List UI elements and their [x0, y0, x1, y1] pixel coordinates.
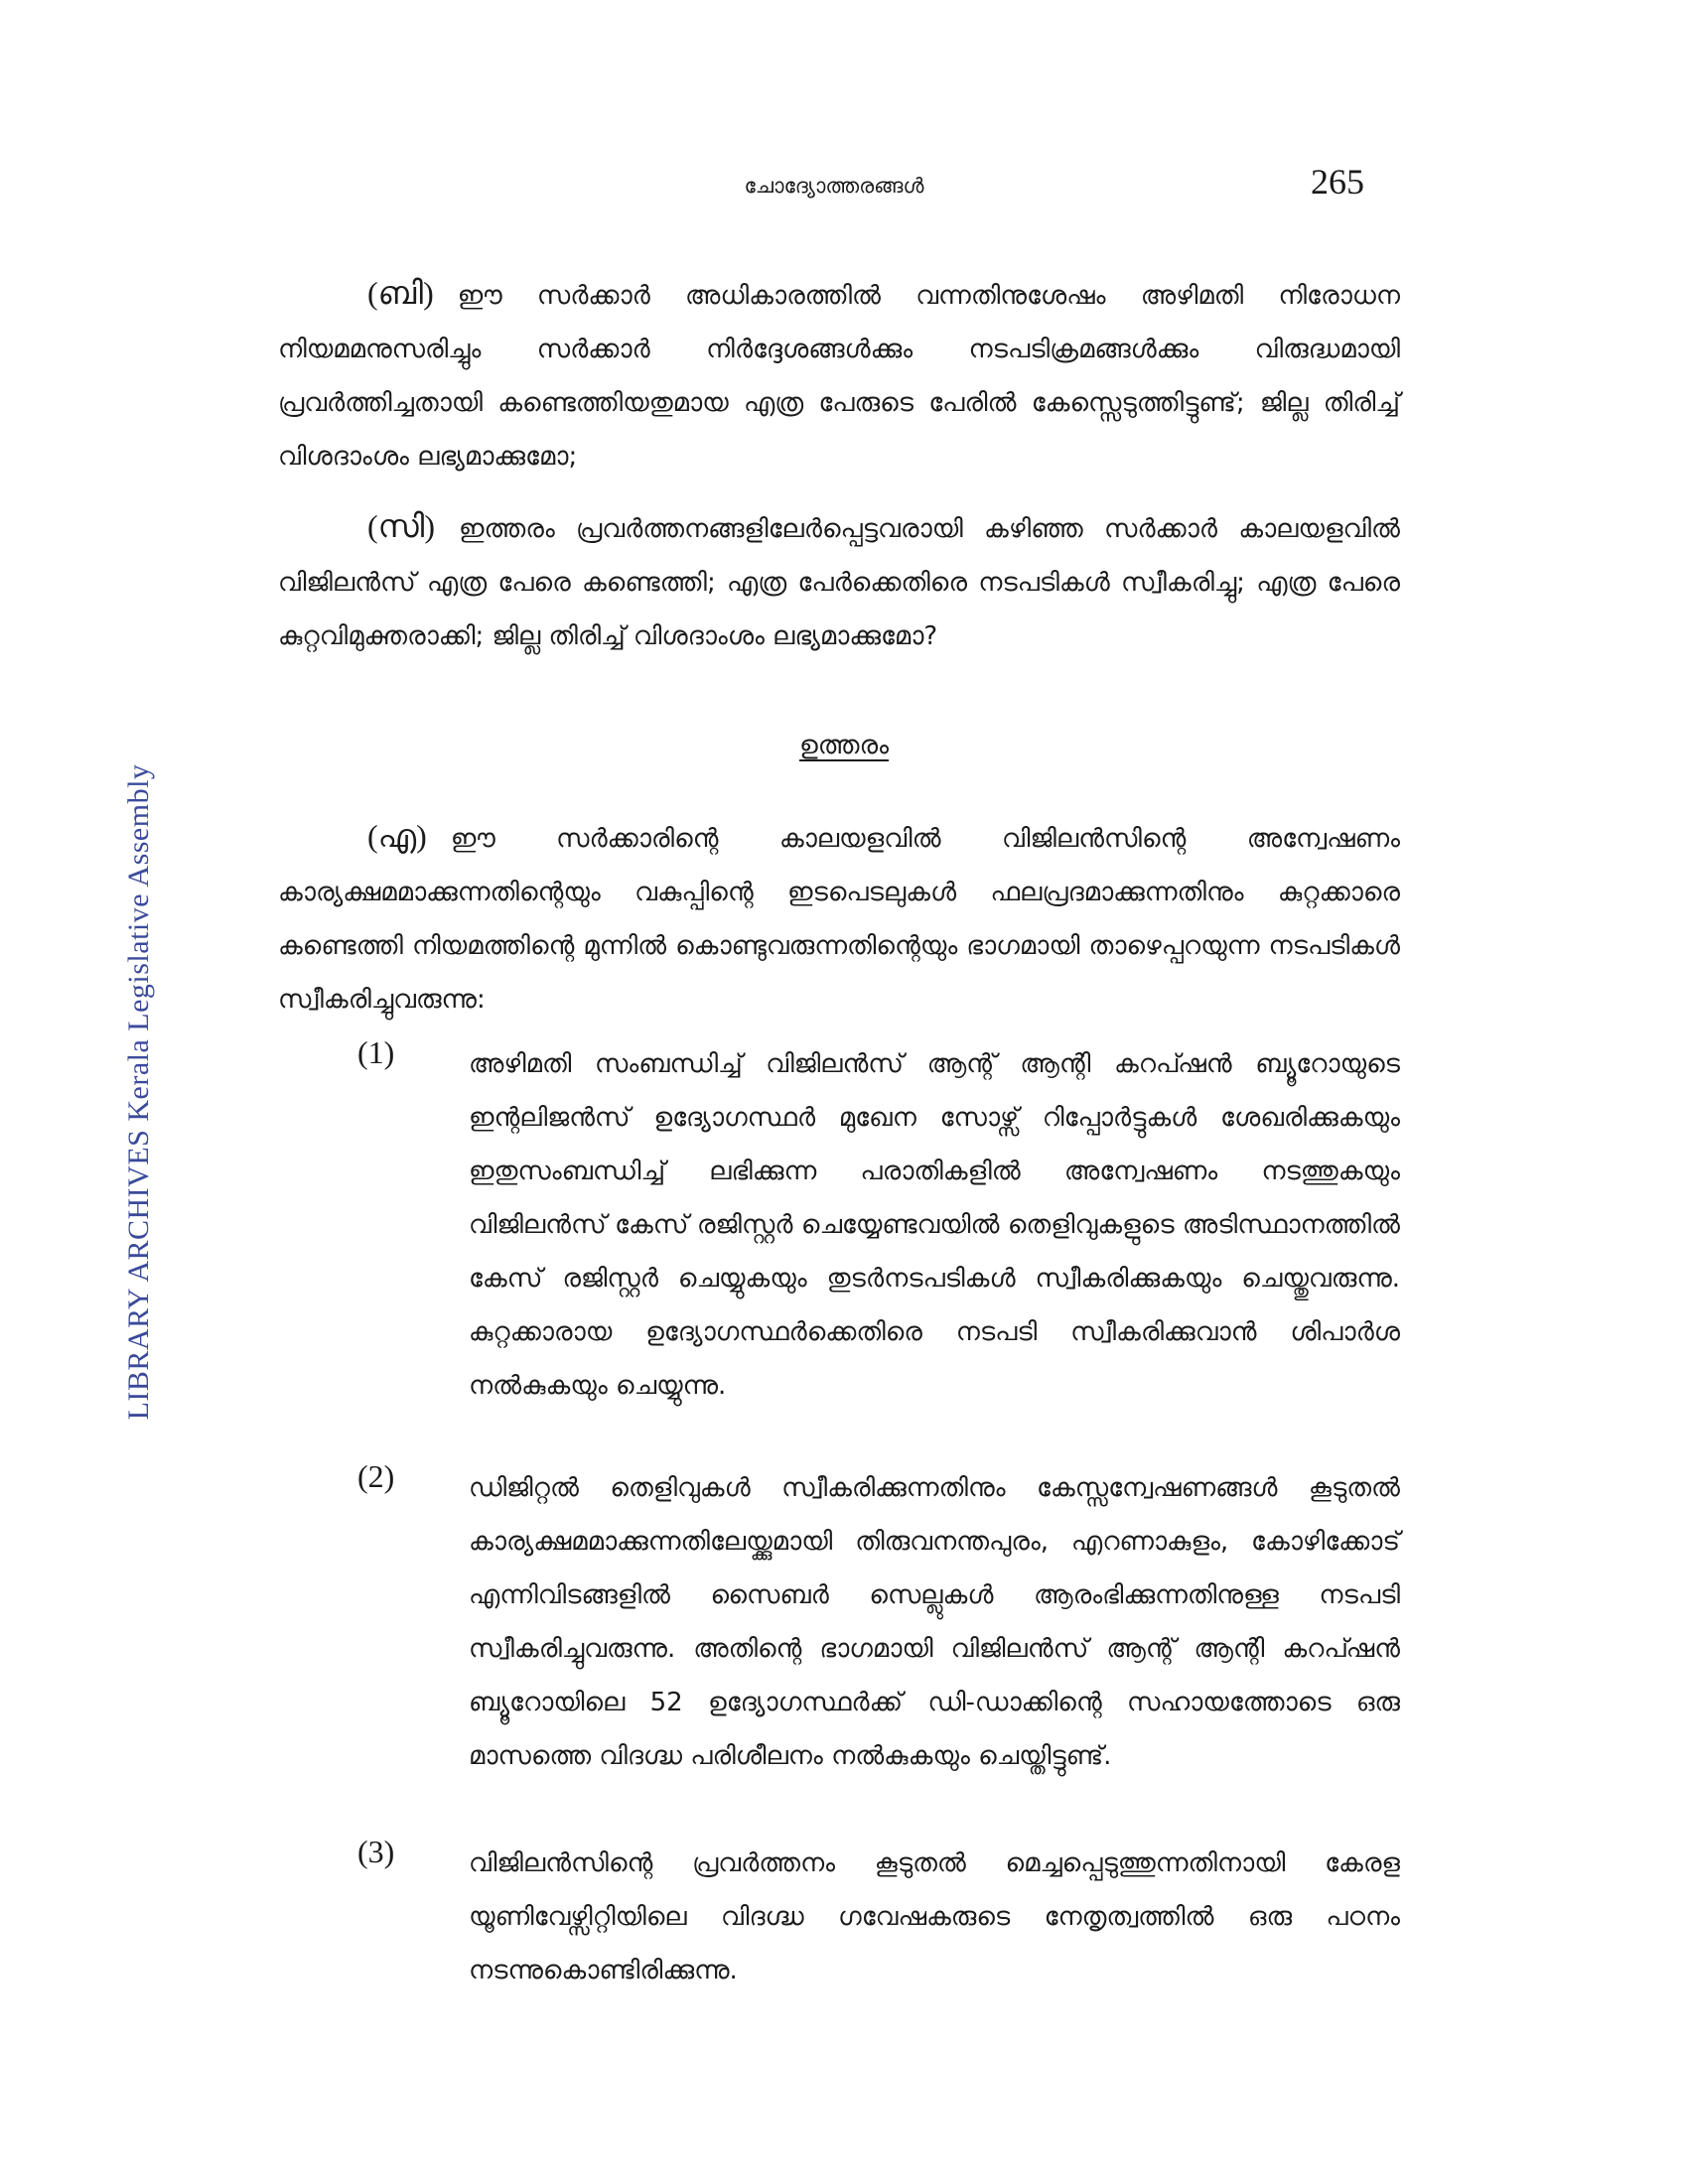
answer-heading-text: ഉത്തരം	[799, 731, 889, 760]
question-b-paragraph	[278, 266, 1400, 483]
page-number: 265	[1311, 162, 1364, 202]
question-c-paragraph	[278, 499, 1400, 663]
answer-a-text: ഈ സർക്കാരിന്റെ കാലയളവിൽ വിജിലൻസിന്റെ അന്വേഷണം കാര്യക്ഷമമാക്കുന്നതിന്റെയും വകുപ്പിന്റെ ഇടപെടലുകൾ ഫലപ്രദമാക്കുന്നതിനും കുറ്റക്കാരെ കണ്ടെത്തി നിയമത്തിന്റെ മുന്നിൽ കൊണ്ടുവരുന്നതിന്റെയും ഭാഗമായി താഴെപ്പറയുന്ന നടപടികൾ സ്വീകരിച്ചുവരുന്നു:	[278, 824, 1400, 1015]
item-1-text: അഴിമതി സംബന്ധിച്ച് വിജിലൻസ് ആന്റ് ആന്റി കറപ്ഷൻ ബ്യൂറോയുടെ ഇന്റലിജൻസ് ഉദ്യോഗസ്ഥർ മുഖേന സോഴ്സ് റിപ്പോർട്ടുകൾ ശേഖരിക്കുകയും ഇതുസംബന്ധിച്ച് ലഭിക്കുന്ന പരാതികളിൽ അന്വേഷണം നടത്തുകയും വിജിലൻസ് കേസ് രജിസ്റ്റർ ചെയ്യേണ്ടവയിൽ തെളിവുകളുടെ അടിസ്ഥാനത്തിൽ കേസ് രജിസ്റ്റർ ചെയ്യുകയും തുടർനടപടികൾ സ്വീകരിക്കുകയും ചെയ്തുവരുന്നു. കുറ്റക്കാരായ ഉദ്യോഗസ്ഥർക്കെതിരെ നടപടി സ്വീകരിക്കുവാൻ ശിപാർശ നൽകുകയും ചെയ്യുന്നു.	[469, 1049, 1400, 1401]
library-archives-watermark: LIBRARY ARCHIVES Kerala Legislative Assembly	[122, 763, 155, 1421]
answer-heading	[0, 731, 1688, 761]
item-1-number: (1)	[357, 1034, 395, 1070]
running-head: ചോദ്യോത്തരങ്ങൾ	[744, 174, 924, 198]
item-2-number: (2)	[357, 1458, 395, 1494]
question-c-text: ഇത്തരം പ്രവർത്തനങ്ങളിലേർപ്പെട്ടവരായി കഴിഞ്ഞ സർക്കാർ കാലയളവിൽ വിജിലൻസ് എത്ര പേരെ കണ്ടെത്തി; എത്ര പേർക്കെതിരെ നടപടികൾ സ്വീകരിച്ചു; എത്ര പേരെ കുറ്റവിമുക്തരാക്കി; ജില്ല തിരിച്ച് വിശദാംശം ലഭ്യമാക്കുമോ?	[278, 514, 1400, 651]
question-c-marker: (സി)	[367, 508, 436, 544]
question-b-text: ഈ സർക്കാർ അധികാരത്തിൽ വന്നതിനുശേഷം അഴിമതി നിരോധന നിയമമനുസരിച്ചും സർക്കാർ നിർദ്ദേശങ്ങൾക്കും നടപടിക്രമങ്ങൾക്കും വിരുദ്ധമായി പ്രവർത്തിച്ചതായി കണ്ടെത്തിയതുമായ എത്ര പേരുടെ പേരിൽ കേസ്സെടുത്തിട്ടുണ്ട്; ജില്ല തിരിച്ച് വിശദാംശം ലഭ്യമാക്കുമോ;	[278, 281, 1400, 472]
answer-a-paragraph	[278, 809, 1400, 1026]
item-2-text: ഡിജിറ്റൽ തെളിവുകൾ സ്വീകരിക്കുന്നതിനും കേസ്സന്വേഷണങ്ങൾ കൂടുതൽ കാര്യക്ഷമമാക്കുന്നതിലേയ്ക്കുമായി തിരുവനന്തപുരം, എറണാകുളം, കോഴിക്കോട് എന്നിവിടങ്ങളിൽ സൈബർ സെല്ലുകൾ ആരംഭിക്കുന്നതിനുള്ള നടപടി സ്വീകരിച്ചുവരുന്നു. അതിന്റെ ഭാഗമായി വിജിലൻസ് ആന്റ് ആന്റി കറപ്ഷൻ ബ്യൂറോയിലെ 52 ഉദ്യോഗസ്ഥർക്ക് ഡി-ഡാക്കിന്റെ സഹായത്തോടെ ഒരു മാസത്തെ വിദഗ്ദ്ധ പരിശീലനം നൽകുകയും ചെയ്തിട്ടുണ്ട്.	[469, 1473, 1400, 1771]
item-3-number: (3)	[357, 1834, 395, 1869]
question-b-marker: (ബി)	[367, 275, 434, 311]
answer-a-marker: (എ)	[367, 818, 427, 854]
item-3-text: വിജിലൻസിന്റെ പ്രവർത്തനം കൂടുതൽ മെച്ചപ്പെടുത്തുന്നതിനായി കേരള യൂണിവേഴ്സിറ്റിയിലെ വിദഗ്ദ്ധ ഗവേഷകരുടെ നേതൃത്വത്തിൽ ഒരു പഠനം നടന്നുകൊണ്ടിരിക്കുന്നു.	[469, 1848, 1400, 1985]
